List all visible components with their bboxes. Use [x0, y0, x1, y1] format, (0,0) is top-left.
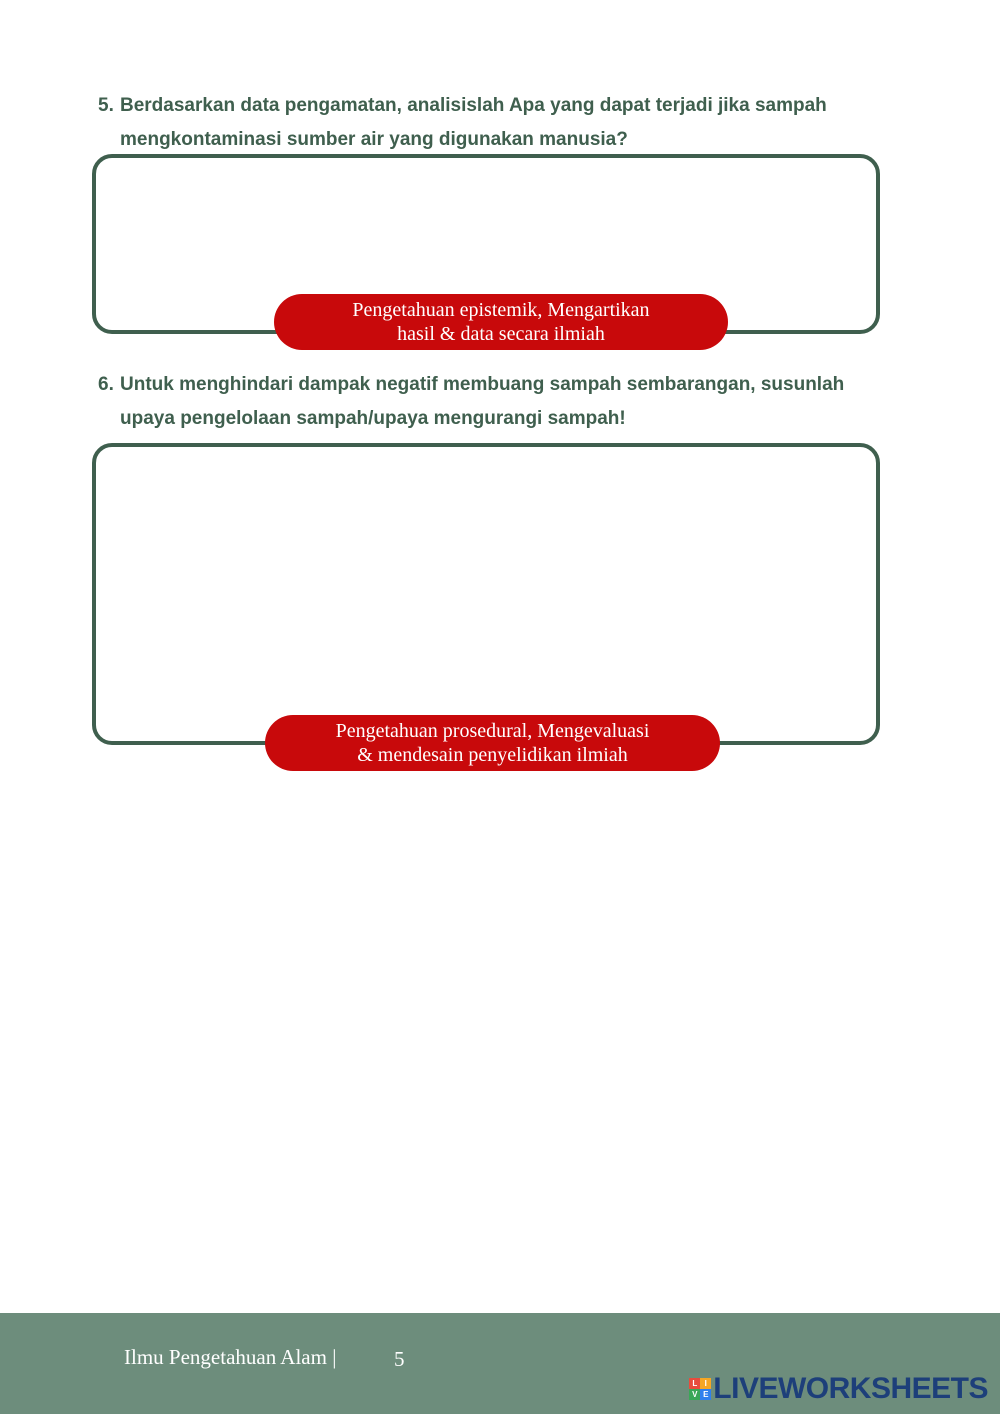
skill-tag-5-line2: hasil & data secara ilmiah: [397, 323, 605, 345]
logo-letter-l: L: [689, 1378, 700, 1389]
logo-letter-e: E: [700, 1389, 711, 1400]
answer-box-6[interactable]: [92, 443, 880, 745]
question-5-line2: mengkontaminasi sumber air yang digunakan manusia?: [120, 129, 628, 150]
question-5-line1: Berdasarkan data pengamatan, analisislah Apa yang dapat terjadi jika sampah: [120, 95, 827, 116]
question-5-number: 5.: [98, 95, 114, 116]
footer-subject-title: Ilmu Pengetahuan Alam |: [124, 1345, 337, 1369]
logo-letter-i: I: [700, 1378, 711, 1389]
question-5: [98, 89, 898, 157]
answer-input-6[interactable]: [110, 457, 862, 711]
question-6-line1: Untuk menghindari dampak negatif membuang sampah sembarangan, susunlah: [120, 374, 845, 395]
skill-tag-6-line2: & mendesain penyelidikan ilmiah: [357, 744, 628, 766]
footer-page-number: 5: [394, 1347, 405, 1371]
liveworksheets-logo: [689, 1373, 988, 1405]
answer-input-5[interactable]: [110, 168, 862, 300]
question-6-line2: upaya pengelolaan sampah/upaya mengurangi sampah!: [120, 408, 626, 429]
question-6-number: 6.: [98, 374, 114, 395]
question-6: [98, 368, 898, 436]
logo-letter-v: V: [689, 1389, 700, 1400]
liveworksheets-logo-icon: [689, 1378, 711, 1400]
liveworksheets-logo-text: LIVEWORKSHEETS: [713, 1372, 988, 1405]
skill-tag-6: [265, 715, 720, 771]
page-footer: [0, 1313, 1000, 1414]
skill-tag-6-line1: Pengetahuan prosedural, Mengevaluasi: [335, 720, 650, 742]
skill-tag-5: [274, 294, 728, 350]
skill-tag-5-line1: Pengetahuan epistemik, Mengartikan: [352, 299, 650, 321]
